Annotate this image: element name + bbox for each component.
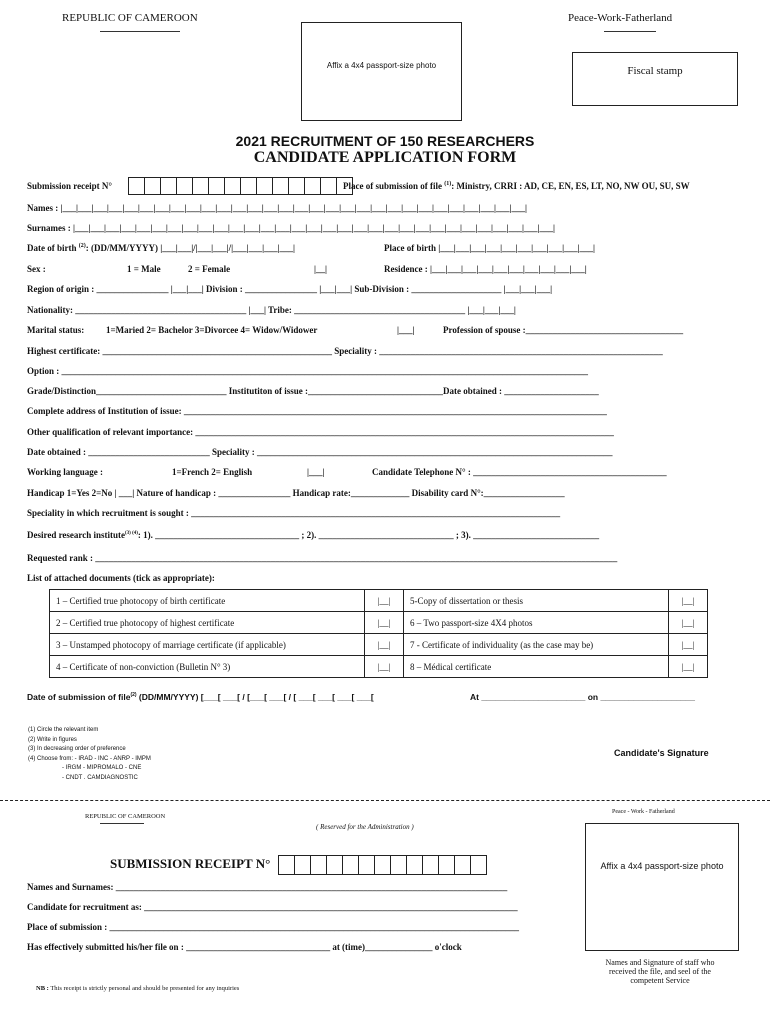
date-obtained-field[interactable]: Date obtained : ___________________________ Speciality : _______________________________________________________________________________	[27, 447, 613, 457]
working-language-options: 1=French 2= English	[172, 467, 253, 477]
residence-field[interactable]: Residence : |___|___|___|___|___|___|___|___|___|___|	[384, 264, 587, 274]
submission-receipt-title: SUBMISSION RECEIPT N°	[110, 856, 271, 871]
receipt-motto: Peace - Work - Fatherland	[612, 809, 675, 815]
form-subtitle: CANDIDATE APPLICATION FORM	[253, 149, 517, 166]
motto: Peace-Work-Fatherland	[568, 12, 673, 24]
speciality-sought-field[interactable]: Speciality in which recruitment is sought : __________________________________________________________________________________	[27, 508, 561, 518]
sex-male-option: 1 = Male	[127, 264, 161, 274]
receipt-photo-box-label: Affix a 4x4 passport-size photo	[600, 861, 724, 871]
motto-underline	[604, 31, 656, 32]
sex-box[interactable]: |__|	[314, 264, 327, 274]
staff-signature-label: Names and Signature of staff who received the file, and seel of the competent Service	[605, 958, 715, 985]
footnotes	[28, 726, 151, 784]
marital-status-options: 1=Maried 2= Bachelor 3=Divorcee 4= Widow/Widower	[106, 325, 318, 335]
receipt-names-field[interactable]: Names and Surnames: _______________________________________________________________________________________	[27, 882, 508, 892]
desired-institute-field[interactable]: Desired research institute$^{(3) (4)}$: 1). ________________________________ ; 2). ______________________________ ; 3). ____________________________	[27, 530, 600, 540]
cut-line	[0, 800, 770, 801]
names-field[interactable]: Names : |___|___|___|___|___|___|___|___|___|___|___|___|___|___|___|___|___|___|___|___|___|___|___|___|___|___|___|___|___|___|	[27, 203, 527, 213]
document-checkbox[interactable]: |__|	[365, 656, 404, 678]
country-underline	[100, 31, 180, 32]
nationality-tribe-field[interactable]: Nationality: ______________________________________ |___| Tribe: ______________________________________ |___|___|___|	[27, 305, 516, 315]
footnote: - CNDT . CAMDIAGNOSTIC	[62, 774, 138, 781]
submission-place-date-field[interactable]: At ______________________ on ____________________	[470, 692, 695, 702]
receipt-number-cells[interactable]	[128, 177, 352, 195]
handicap-field[interactable]: Handicap 1=Yes 2=No | ___| Nature of handicap : ________________ Handicap rate:_____________ Disability card N°:__________________	[27, 488, 565, 498]
sex-label: Sex :	[27, 264, 46, 274]
table-row	[50, 590, 708, 612]
document-item: 4 – Certificate of non-conviction (Bulletin N° 3)	[50, 656, 365, 678]
highest-certificate-field[interactable]: Highest certificate: ___________________________________________________ Speciality : _______________________________________________________________	[27, 346, 663, 356]
receipt-title-number-cells[interactable]	[278, 855, 486, 875]
document-checkbox[interactable]: |__|	[365, 634, 404, 656]
document-item: 5-Copy of dissertation or thesis	[404, 590, 669, 612]
receipt-note: NB : This receipt is strictly personal and should be presented for any inquiries	[36, 985, 240, 992]
table-row	[50, 612, 708, 634]
document-item: 8 – Médical certificate	[404, 656, 669, 678]
receipt-candidate-field[interactable]: Candidate for recruitment as: ___________________________________________________________________________________	[27, 902, 518, 912]
receipt-country-underline	[100, 823, 144, 824]
other-qualification-field[interactable]: Other qualification of relevant importance: _____________________________________________________________________________________________	[27, 427, 614, 437]
country-name: REPUBLIC OF CAMEROON	[62, 12, 198, 24]
marital-status-label: Marital status:	[27, 325, 85, 335]
region-division-field[interactable]: Region of origin : ________________ |___|___| Division : ________________ |___|___| Sub-Division : ____________________ |___|___|___|	[27, 284, 553, 294]
telephone-field[interactable]: Candidate Telephone N° : ___________________________________________	[372, 467, 667, 477]
grade-field[interactable]: Grade/Distinction_____________________________ Institutiton of issue :______________________________Date obtained : _____________________	[27, 386, 599, 396]
candidate-signature-label: Candidate's Signature	[614, 748, 709, 758]
photo-box-label: Affix a 4x4 passport-size photo	[326, 61, 437, 70]
sex-female-option: 2 = Female	[188, 264, 231, 274]
working-language-box[interactable]: |___|	[307, 467, 325, 477]
footnote: (1) Circle the relevant item	[28, 727, 99, 733]
table-row	[50, 656, 708, 678]
date-of-birth-field[interactable]: Date of birth $^{(2)}$: (DD/MM/YYYY) |___|___|/|___|___|/|___|___|___|___|	[27, 243, 296, 253]
document-checkbox[interactable]: |__|	[669, 590, 708, 612]
form-title: 2021 RECRUITMENT OF 150 RESEARCHERS	[235, 133, 535, 149]
fiscal-stamp-label: Fiscal stamp	[627, 65, 683, 77]
receipt-submitted-field[interactable]: Has effectively submitted his/her file on : ________________________________ at (time)_______________ o'clock	[27, 942, 462, 952]
fiscal-stamp-box	[572, 52, 738, 106]
document-item: 6 – Two passport-size 4X4 photos	[404, 612, 669, 634]
institution-address-field[interactable]: Complete address of Institution of issue: ______________________________________________________________________________________________	[27, 406, 607, 416]
footnote: (2) Write in figures	[28, 736, 77, 743]
document-checkbox[interactable]: |__|	[669, 612, 708, 634]
documents-table	[49, 589, 708, 678]
document-checkbox[interactable]: |__|	[365, 590, 404, 612]
footnote: (4) Choose from: - IRAD - INC - ANRP - IMPM	[28, 755, 151, 762]
photo-box	[301, 22, 462, 121]
document-checkbox[interactable]: |__|	[669, 656, 708, 678]
working-language-label: Working language :	[27, 467, 104, 477]
document-item: 3 – Unstamped photocopy of marriage certificate (if applicable)	[50, 634, 365, 656]
receipt-country-name: REPUBLIC OF CAMEROON	[85, 813, 166, 820]
spouse-profession-field[interactable]: Profession of spouse :___________________________________	[443, 325, 684, 335]
place-of-submission: Place of submission of file $^{(1)}$: Ministry, CRRI : AD, CE, EN, ES, LT, NO, NW OU, SU, SW	[343, 181, 690, 191]
document-item: 2 – Certified true photocopy of highest certificate	[50, 612, 365, 634]
footnote: - IRGM - MIPROMALO - CNE	[62, 765, 142, 772]
receipt-place-field[interactable]: Place of submission : ___________________________________________________________________________________________	[27, 922, 520, 932]
requested-rank-field[interactable]: Requested rank : ____________________________________________________________________________________________________________________	[27, 553, 618, 563]
submission-date-field[interactable]: Date of submission of file$^{(2)}$ (DD/MM/YYYY) [___[ ___[ / [___[ ___[ / [ ___[ ___[ ___[ ___[	[27, 692, 374, 702]
document-checkbox[interactable]: |__|	[365, 612, 404, 634]
submission-receipt-label: Submission receipt N°	[27, 181, 112, 191]
option-field[interactable]: Option : _____________________________________________________________________________________________________________________	[27, 366, 589, 376]
document-checkbox[interactable]: |__|	[669, 634, 708, 656]
document-item: 7 - Certificate of individuality (as the case may be)	[404, 634, 669, 656]
attached-documents-label: List of attached documents (tick as appropriate):	[27, 573, 215, 583]
reserved-for-administration: ( Reserved for the Administration )	[316, 823, 414, 831]
receipt-photo-box	[585, 823, 739, 951]
marital-status-box[interactable]: |___|	[397, 325, 415, 335]
table-row	[50, 634, 708, 656]
footnote: (3) In decreasing order of preference	[28, 746, 126, 753]
surnames-field[interactable]: Surnames : |___|___|___|___|___|___|___|___|___|___|___|___|___|___|___|___|___|___|___|___|___|___|___|___|___|___|___|___|___|___|___|	[27, 223, 555, 233]
document-item: 1 – Certified true photocopy of birth certificate	[50, 590, 365, 612]
place-of-birth-field[interactable]: Place of birth |___|___|___|___|___|___|___|___|___|___|	[384, 243, 596, 253]
